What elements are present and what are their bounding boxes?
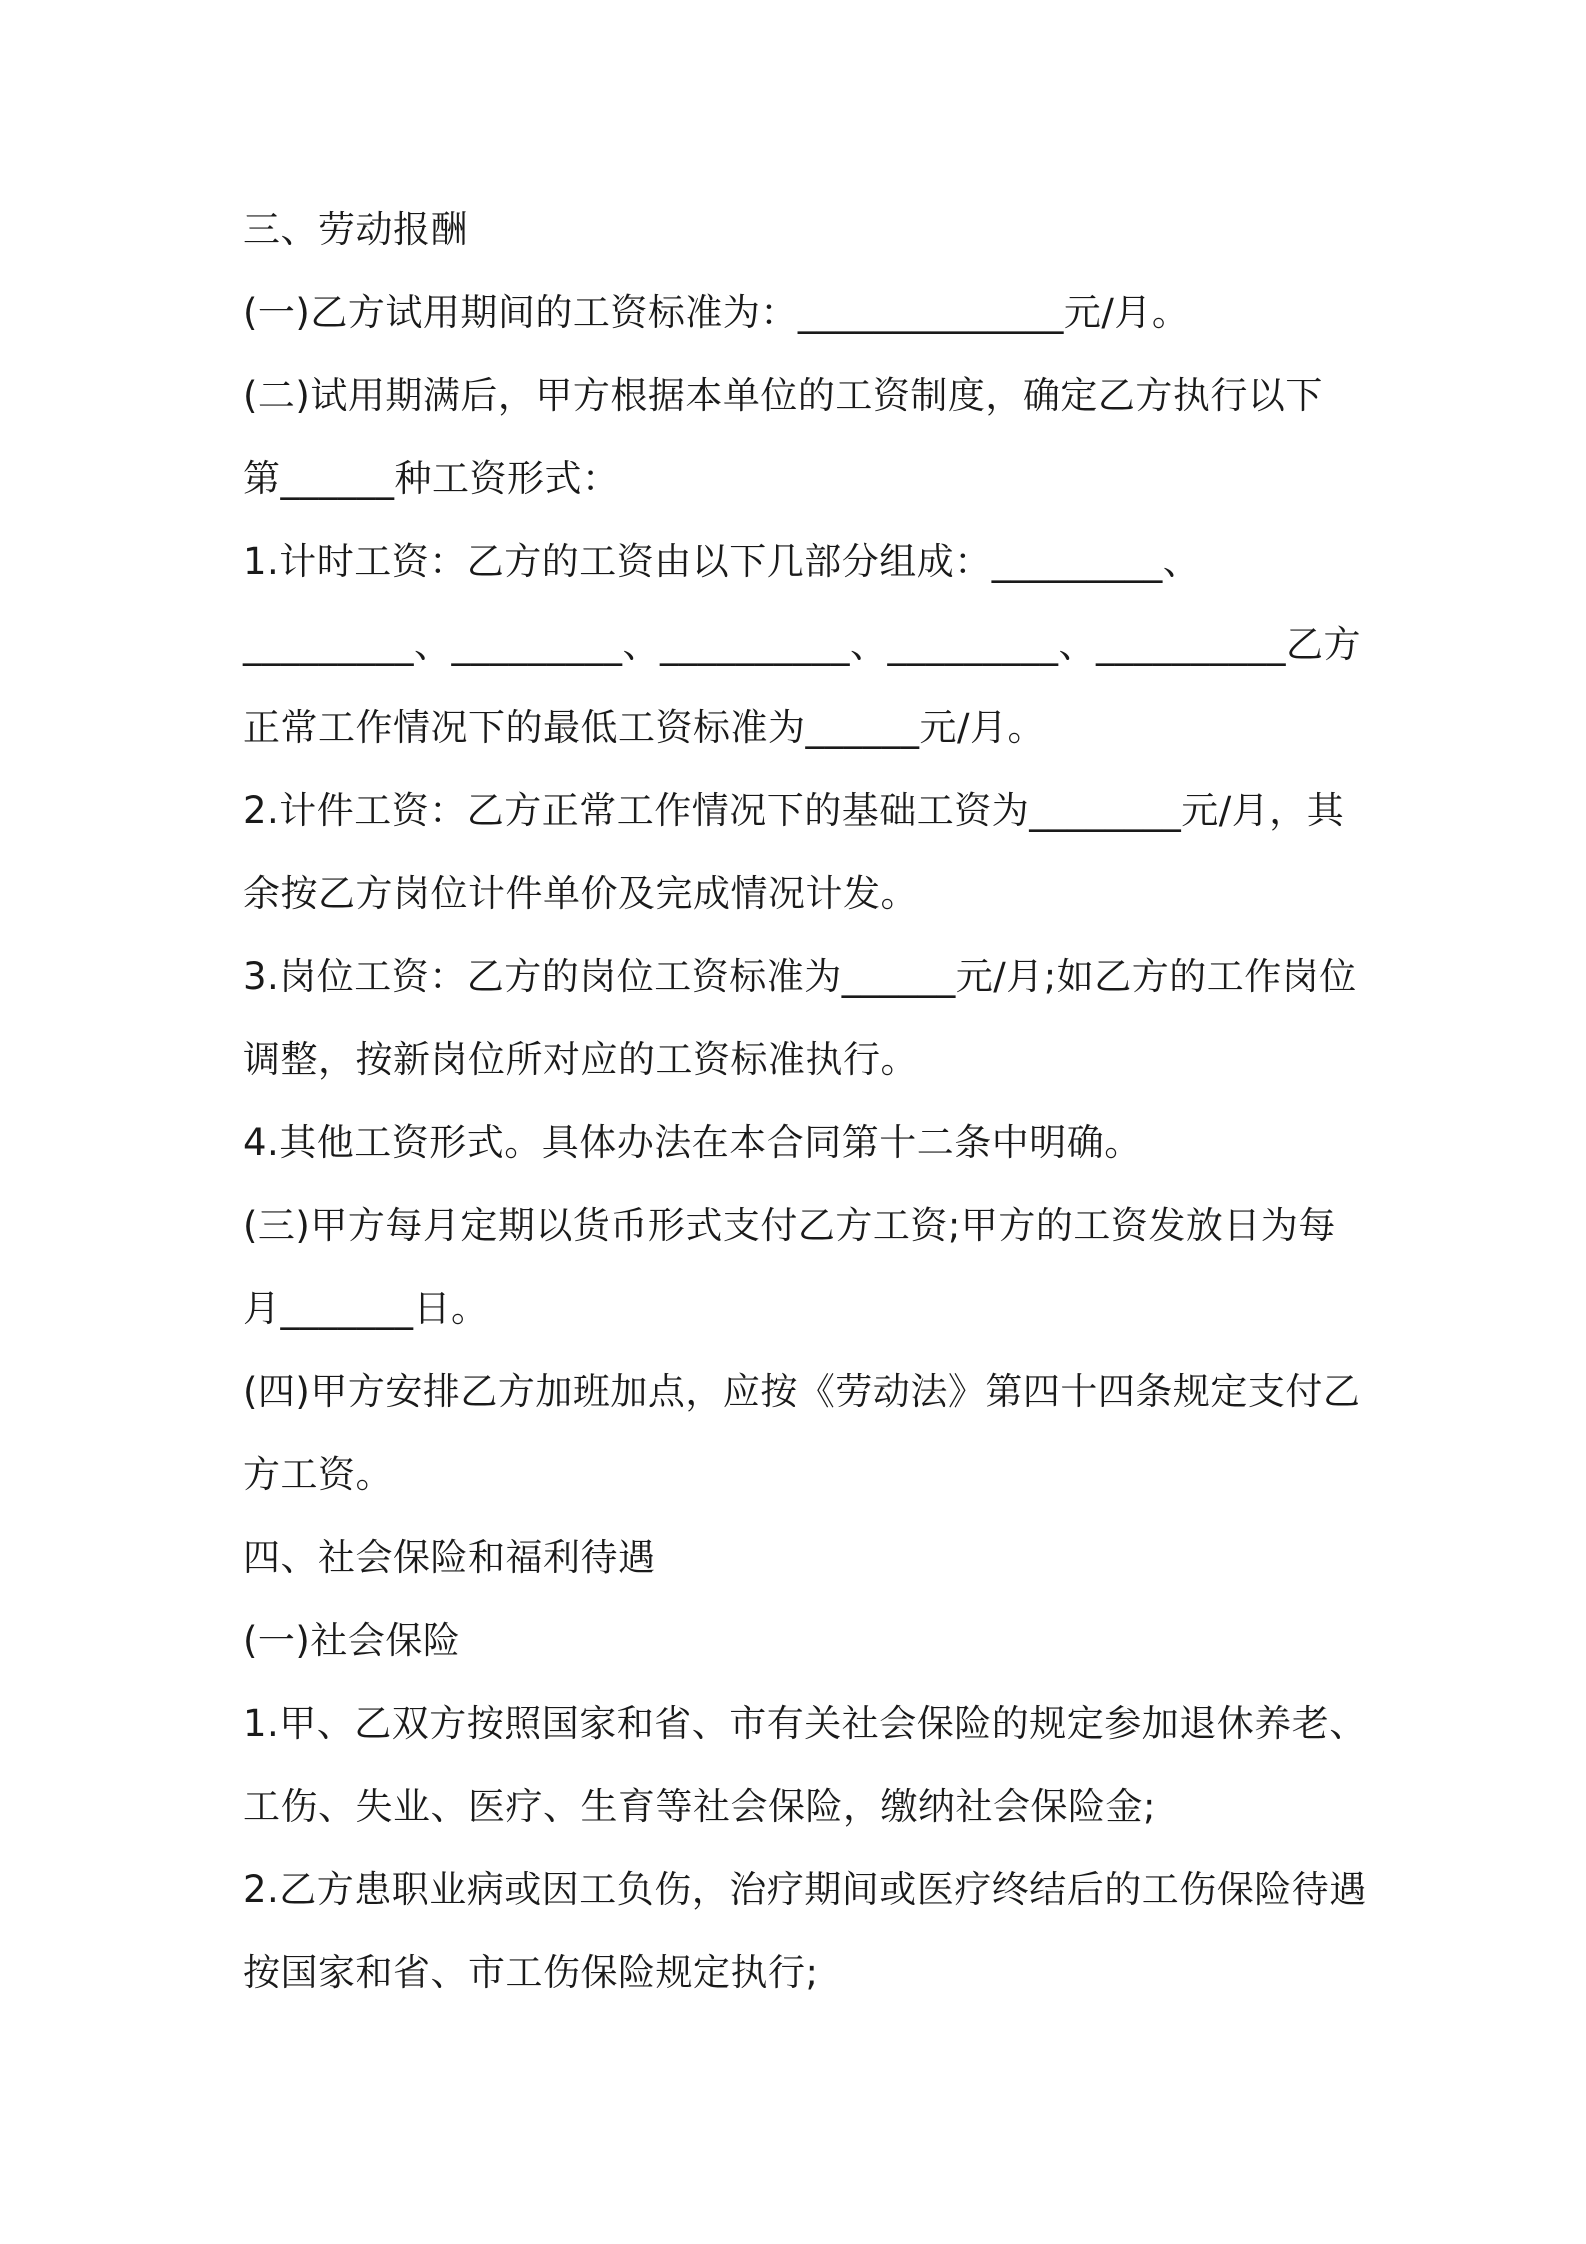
paragraph-line: 正常工作情况下的最低工资标准为______元/月。 bbox=[243, 706, 1045, 749]
paragraph-line: 3.岗位工资：乙方的岗位工资标准为______元/月;如乙方的工作岗位 bbox=[243, 955, 1357, 998]
paragraph-line: 2.乙方患职业病或因工负伤，治疗期间或医疗终结后的工伤保险待遇 bbox=[243, 1868, 1367, 1911]
paragraph-line: 按国家和省、市工伤保险规定执行; bbox=[243, 1951, 819, 1994]
paragraph-line: 第______种工资形式： bbox=[243, 457, 620, 500]
paragraph-line: 工伤、失业、医疗、生育等社会保险，缴纳社会保险金; bbox=[243, 1785, 1156, 1828]
paragraph-line: (三)甲方每月定期以货币形式支付乙方工资;甲方的工资发放日为每 bbox=[243, 1204, 1336, 1247]
paragraph-line: 2.计件工资：乙方正常工作情况下的基础工资为________元/月，其 bbox=[243, 789, 1345, 832]
paragraph-line: 1.计时工资：乙方的工资由以下几部分组成：_________、 bbox=[243, 540, 1201, 583]
paragraph-line: (二)试用期满后，甲方根据本单位的工资制度，确定乙方执行以下 bbox=[243, 374, 1323, 417]
paragraph-line: 调整，按新岗位所对应的工资标准执行。 bbox=[243, 1038, 918, 1081]
paragraph-line: _________、_________、__________、_________、__________乙方 bbox=[243, 623, 1361, 666]
paragraph-line: (四)甲方安排乙方加班加点，应按《劳动法》第四十四条规定支付乙 bbox=[243, 1370, 1361, 1413]
section-heading-labor-remuneration: 三、劳动报酬 bbox=[243, 208, 468, 251]
paragraph-line: (一)乙方试用期间的工资标准为：______________元/月。 bbox=[243, 291, 1190, 334]
section-heading-social-insurance: 四、社会保险和福利待遇 bbox=[243, 1536, 656, 1579]
paragraph-line: 4.其他工资形式。具体办法在本合同第十二条中明确。 bbox=[243, 1121, 1142, 1164]
paragraph-line: 方工资。 bbox=[243, 1453, 393, 1496]
subsection-heading: (一)社会保险 bbox=[243, 1619, 461, 1662]
paragraph-line: 1.甲、乙双方按照国家和省、市有关社会保险的规定参加退休养老、 bbox=[243, 1702, 1367, 1745]
paragraph-line: 余按乙方岗位计件单价及完成情况计发。 bbox=[243, 872, 918, 915]
paragraph-line: 月_______日。 bbox=[243, 1287, 489, 1330]
